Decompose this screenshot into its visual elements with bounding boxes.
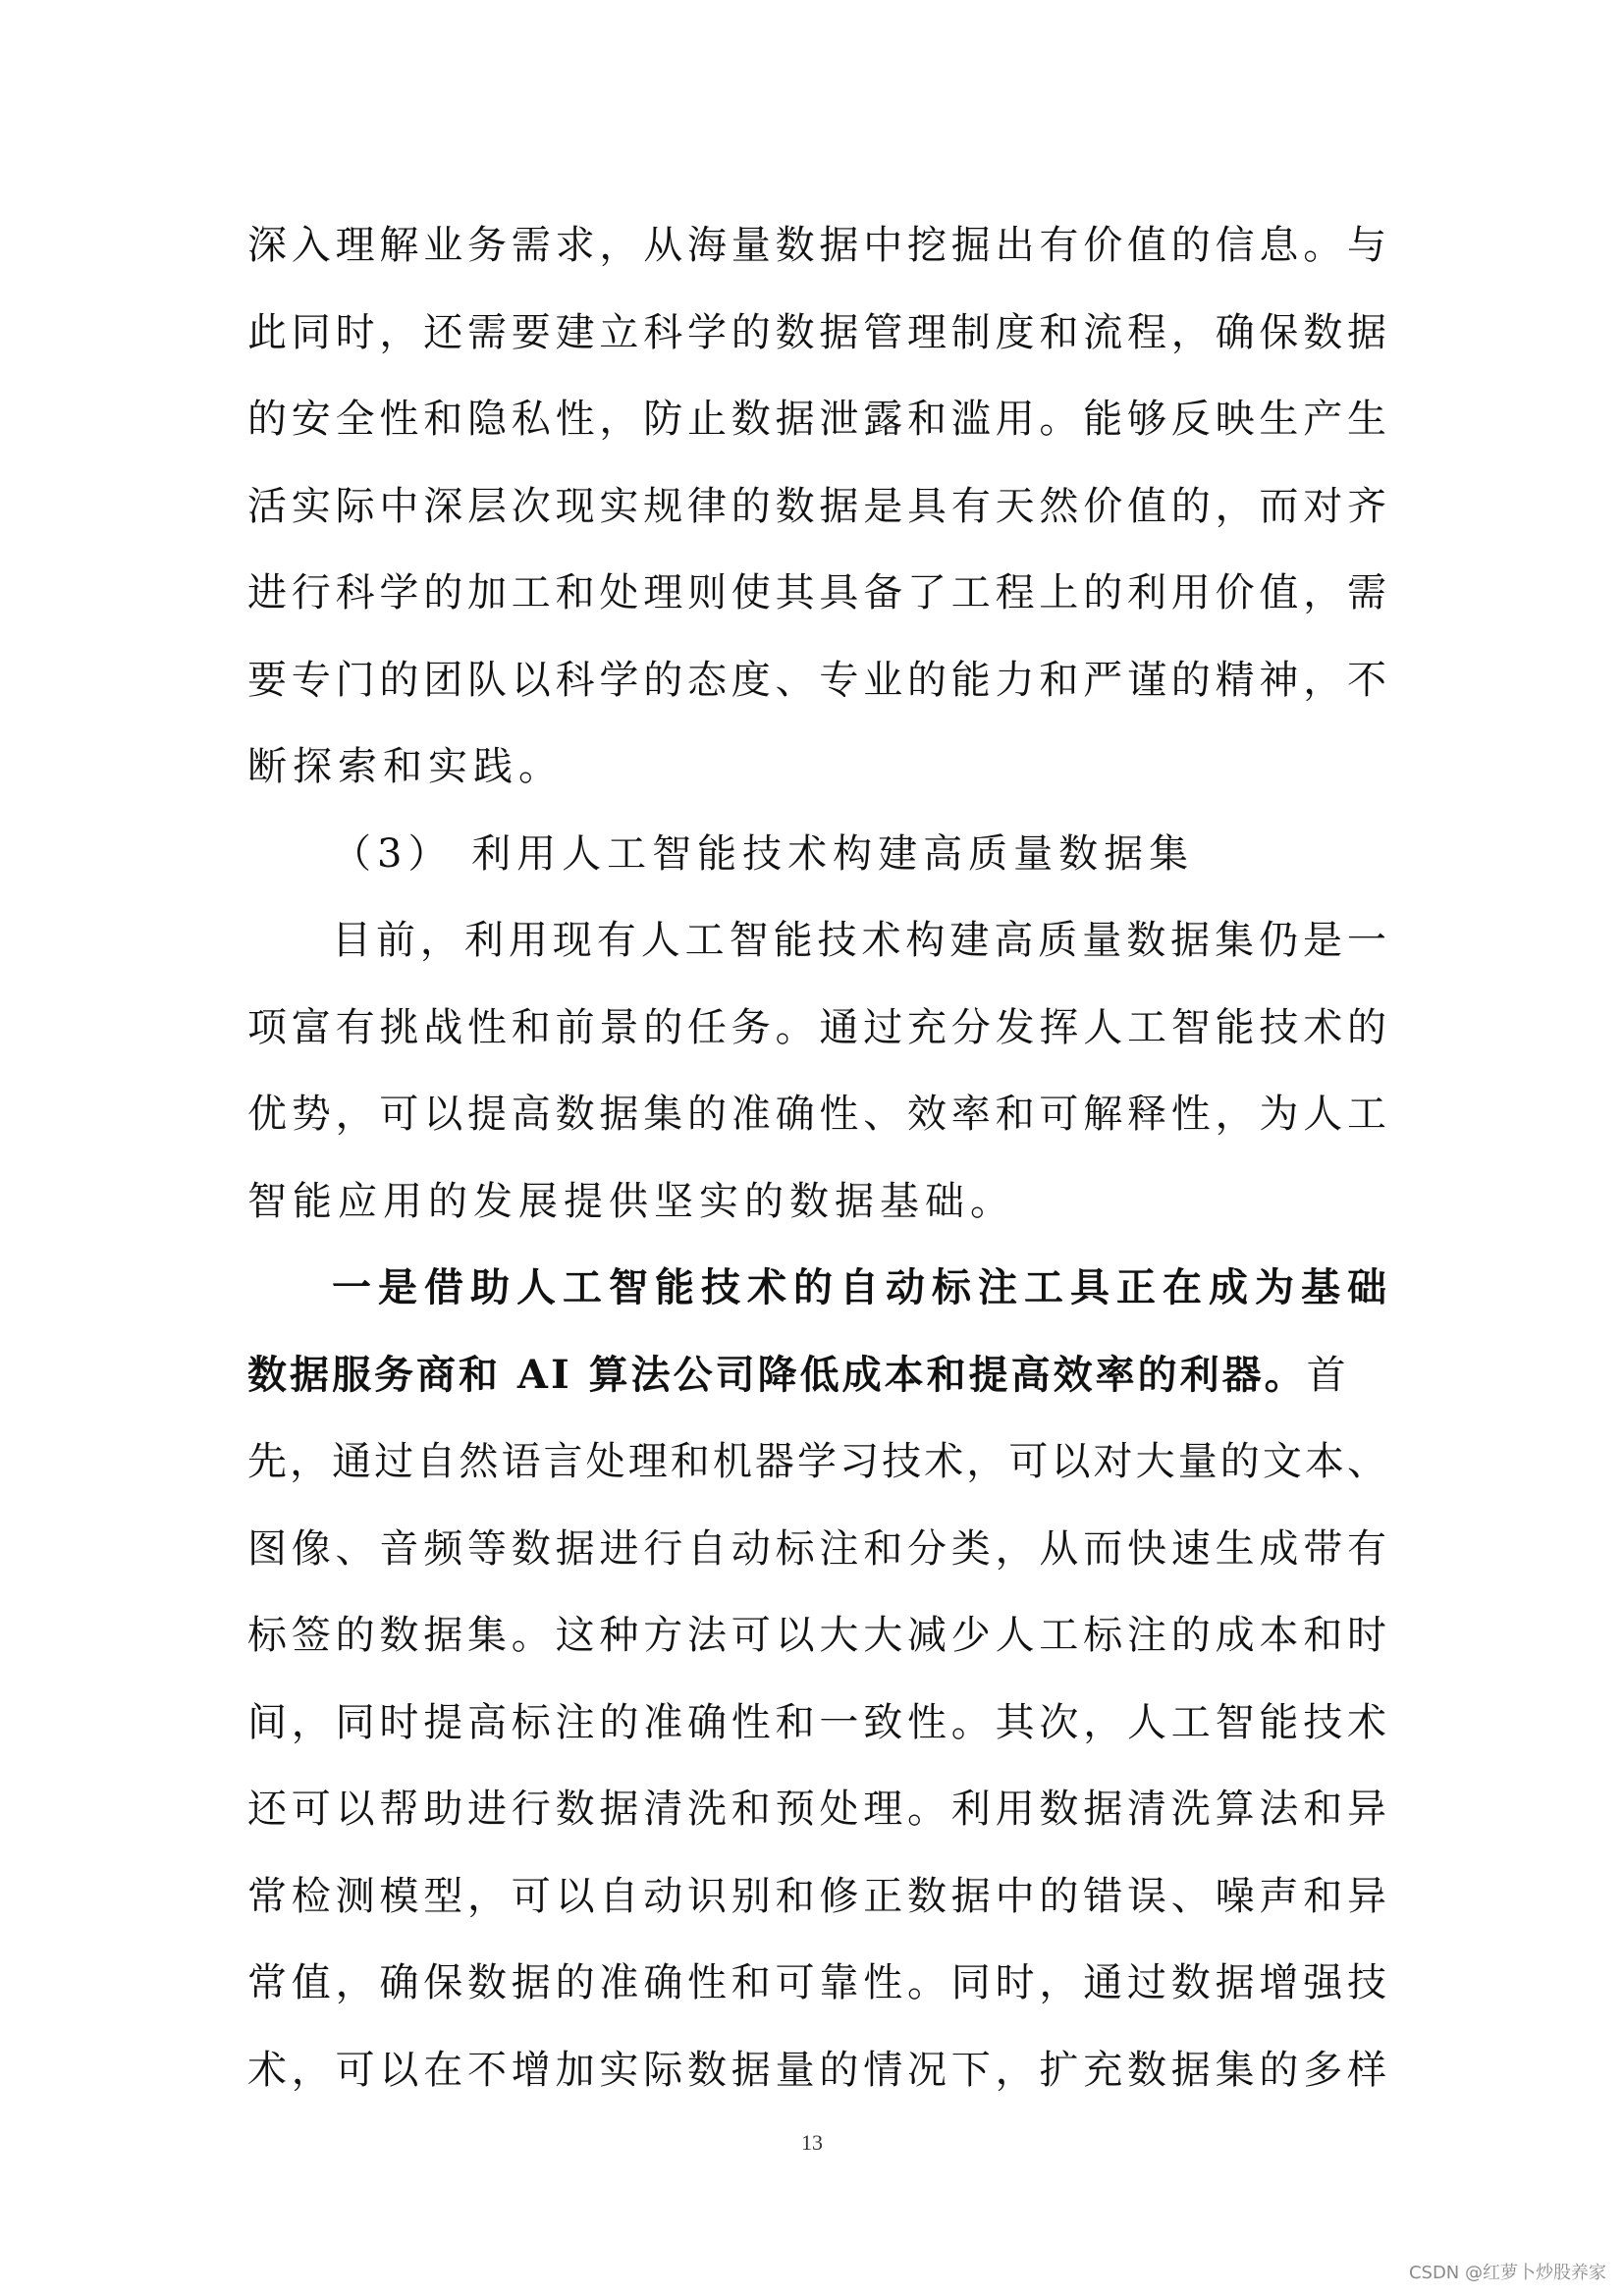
text-line: 要专门的团队以科学的态度、专业的能力和严谨的精神，不 [247,657,1386,703]
text-line: 的安全性和隐私性，防止数据泄露和滥用。能够反映生产生 [247,397,1386,442]
text-line: 术，可以在不增加实际数据量的情况下，扩充数据集的多样 [247,2047,1386,2093]
text-line: 间，同时提高标注的准确性和一致性。其次，人工智能技术 [247,1699,1386,1745]
text-line: 常检测模型，可以自动识别和修正数据中的错误、噪声和异 [247,1873,1386,1919]
section-heading: （3） 利用人工智能技术构建高质量数据集 [332,830,1195,877]
text-line: 活实际中深层次现实规律的数据是具有天然价值的，而对齐 [247,483,1386,529]
text-line: 优势，可以提高数据集的准确性、效率和可解释性，为人工 [247,1092,1386,1137]
bold-text-line: 一是借助人工智能技术的自动标注工具正在成为基础 [332,1264,1386,1310]
text-line: 先，通过自然语言处理和机器学习技术，可以对大量的文本、 [247,1439,1386,1484]
body-text [247,202,1386,2113]
text-line: 常值，确保数据的准确性和可靠性。同时，通过数据增强技 [247,1960,1386,2005]
text-line: 进行科学的加工和处理则使其具备了工程上的利用价值，需 [247,570,1386,615]
text-line: 此同时，还需要建立科学的数据管理制度和流程，确保数据 [247,309,1386,355]
watermark: CSDN @红萝卜炒股养家 [1408,2263,1606,2283]
text-line: 标签的数据集。这种方法可以大大减少人工标注的成本和时 [247,1613,1386,1658]
text-line: 目前，利用现有人工智能技术构建高质量数据集仍是一 [332,918,1386,963]
bold-text: 数据服务商和 AI 算法公司降低成本和提高效率的利器。 [247,1351,1307,1398]
text-line: 智能应用的发展提供坚实的数据基础。 [247,1178,1015,1224]
text-line: 还可以帮助进行数据清洗和预处理。利用数据清洗算法和异 [247,1787,1386,1832]
text-line: 项富有挑战性和前景的任务。通过充分发挥人工智能技术的 [247,1004,1386,1050]
text-line: 深入理解业务需求，从海量数据中挖掘出有价值的信息。与 [247,223,1386,268]
mixed-text-line [247,1332,1386,1419]
page-number: 13 [801,2130,823,2155]
text-tail: 首 [1306,1352,1349,1398]
text-line: 断探索和实践。 [247,744,564,789]
text-line: 图像、音频等数据进行自动标注和分类，从而快速生成带有 [247,1525,1386,1572]
